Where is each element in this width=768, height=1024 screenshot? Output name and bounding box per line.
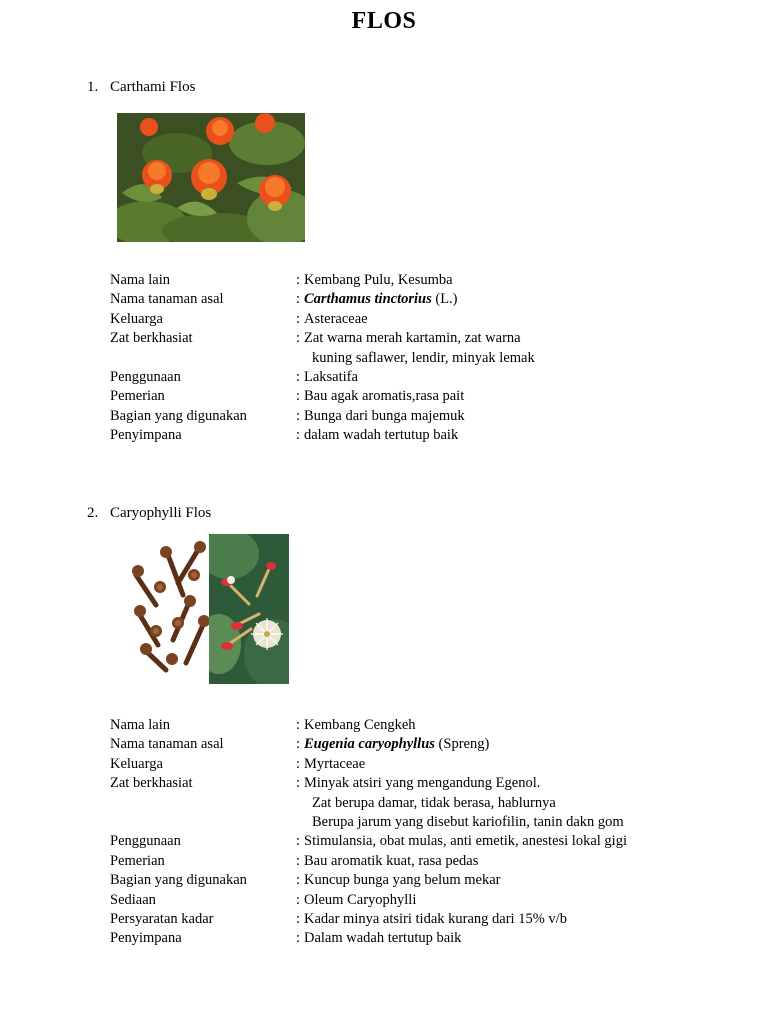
property-value: Laksatifa (304, 369, 358, 386)
property-label: Pemerian (110, 388, 165, 405)
property-value: Oleum Caryophylli (304, 891, 417, 908)
property-label: Nama lain (110, 717, 170, 733)
section-number: 2. (87, 505, 99, 521)
property-value-continued: Zat berupa damar, tidak berasa, hablurnya (312, 794, 556, 811)
separator: : (296, 291, 301, 308)
property-value: Minyak atsiri yang mengandung Egenol. (304, 775, 541, 792)
property-label: Penyimpana (110, 930, 182, 947)
separator: : (296, 310, 301, 327)
species-author: (L.) (431, 291, 458, 308)
property-value: Bau agak aromatis,rasa pait (304, 388, 465, 405)
property-label: Keluarga (110, 755, 163, 772)
property-value: Zat warna merah kartamin, zat warna (304, 330, 521, 347)
separator: : (296, 272, 301, 288)
property-row (110, 387, 535, 406)
property-label: Bagian yang digunakan (110, 872, 247, 889)
species-name: Eugenia caryophyllus (304, 736, 435, 753)
property-label: Zat berkhasiat (110, 330, 193, 347)
separator: : (296, 388, 301, 405)
property-row (110, 310, 535, 329)
property-label: Keluarga (110, 310, 163, 327)
page-title: FLOS (351, 8, 417, 34)
separator: : (296, 427, 301, 444)
property-label: Sediaan (110, 891, 156, 908)
property-row (110, 755, 627, 774)
separator: : (296, 717, 301, 733)
section-name: Carthami Flos (110, 79, 196, 95)
separator: : (296, 833, 301, 850)
property-row (110, 407, 535, 426)
species-author: (Spreng) (434, 736, 490, 753)
property-label: Pemerian (110, 852, 165, 869)
property-row (110, 716, 627, 735)
property-value: Asteraceae (304, 310, 368, 327)
property-row (110, 329, 535, 368)
property-value: Dalam wadah tertutup baik (304, 930, 462, 947)
property-row (110, 910, 627, 929)
separator: : (296, 755, 301, 772)
property-row (110, 290, 535, 309)
property-label: Bagian yang digunakan (110, 407, 247, 424)
property-value: Kembang Cengkeh (304, 717, 416, 733)
property-label: Persyaratan kadar (110, 911, 214, 928)
separator: : (296, 930, 301, 947)
separator: : (296, 407, 301, 424)
safflower-photo (117, 113, 305, 242)
property-value: Myrtaceae (304, 755, 366, 772)
property-label: Penggunaan (110, 833, 181, 850)
property-row (110, 774, 627, 832)
property-value: Bunga dari bunga majemuk (304, 407, 465, 424)
separator: : (296, 330, 301, 347)
property-row (110, 891, 627, 910)
property-row (110, 871, 627, 890)
property-value-continued: kuning saflawer, lendir, minyak lemak (312, 349, 535, 366)
property-row (110, 735, 627, 754)
separator: : (296, 852, 301, 869)
properties-caryophylli (110, 716, 627, 949)
property-label: Penggunaan (110, 369, 181, 386)
section-name: Caryophylli Flos (110, 505, 212, 521)
property-value: Kadar minya atsiri tidak kurang dari 15% v/b (304, 911, 567, 928)
property-value: Stimulansia, obat mulas, anti emetik, anestesi lokal gigi (304, 833, 627, 850)
property-row (110, 832, 627, 851)
separator: : (296, 872, 301, 889)
separator: : (296, 911, 301, 928)
property-value: Kuncup bunga yang belum mekar (304, 872, 501, 889)
property-label: Nama lain (110, 272, 170, 288)
separator: : (296, 891, 301, 908)
properties-carthami (110, 271, 535, 446)
property-row (110, 426, 535, 445)
separator: : (296, 369, 301, 386)
separator: : (296, 736, 301, 753)
property-row (110, 271, 535, 290)
property-row (110, 852, 627, 871)
property-value: Bau aromatik kuat, rasa pedas (304, 852, 479, 869)
property-label: Penyimpana (110, 427, 182, 444)
property-value: Kembang Pulu, Kesumba (304, 272, 453, 288)
property-row (110, 368, 535, 387)
clove-flower-photo (209, 534, 289, 684)
dried-cloves-photo (128, 535, 209, 683)
property-label: Nama tanaman asal (110, 736, 224, 753)
property-value-continued: Berupa jarum yang disebut kariofilin, tanin dakn gom (312, 814, 624, 831)
property-label: Zat berkhasiat (110, 775, 193, 792)
property-value: dalam wadah tertutup baik (304, 427, 459, 444)
species-name: Carthamus tinctorius (304, 291, 432, 308)
section-number: 1. (87, 79, 99, 95)
property-label: Nama tanaman asal (110, 291, 224, 308)
separator: : (296, 775, 301, 792)
property-row (110, 929, 627, 948)
